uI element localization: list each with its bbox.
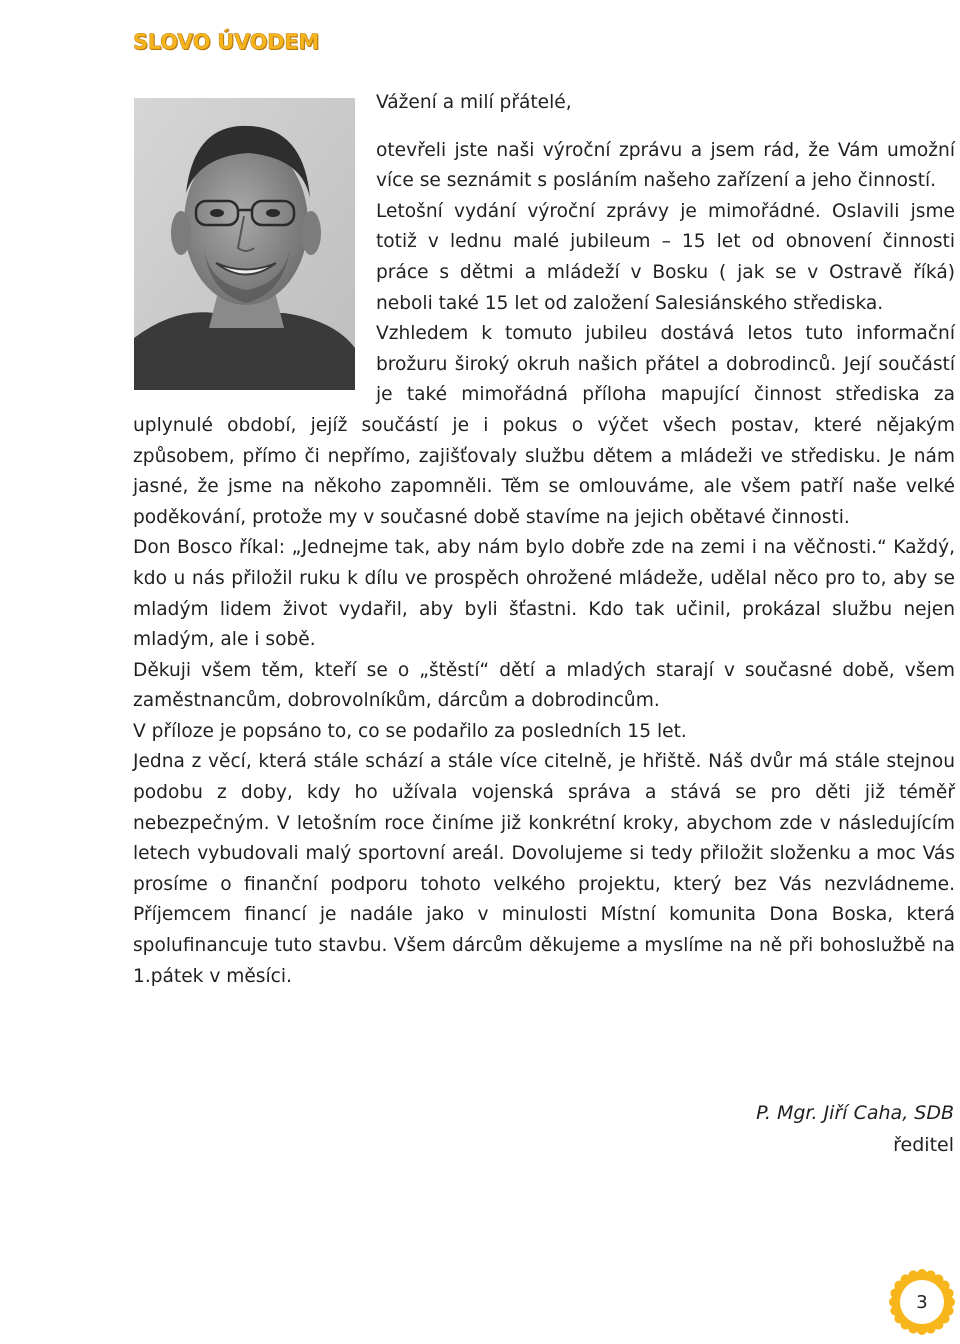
page-number-badge [887, 1267, 957, 1337]
letter-body [133, 88, 955, 992]
paragraph: Vzhledem k tomuto jubileu dostává letos tuto informační brožuru široký okruh našich přátel a dobrodinců. Její součástí je také mimořádná příloha mapující činnost střediska za uplynulé období, jejíž součástí je i pokus o výčet všech postav, které nějakým způsobem, přímo či nepřímo, zajišťovaly službu dětem a mládeži ve středisku. Je nám jasné, že jsme na někoho zapomněli. Těm se omlouváme, ale všem patří naše velké poděkování, protože my v současné době stavíme na jejich obětavé činnosti. [133, 323, 955, 528]
paragraph: V příloze je popsáno to, co se podařilo za posledních 15 let. [133, 720, 687, 742]
photo-text-wrap [133, 88, 376, 388]
paragraph: Děkuji všem těm, kteří se o „štěstí“ dětí a mladých starají v současné době, všem zaměstnancům, dobrovolníkům, dárcům a dobrodincům. [133, 659, 955, 712]
signature-name: P. Mgr. Jiří Caha, SDB [756, 1102, 954, 1124]
paragraph: Don Bosco říkal: „Jednejme tak, aby nám bylo dobře zde na zemi i na věčnosti.“ Každý, kdo u nás přiložil ruku k dílu ve prospěch ohrožené mládeže, udělal něco pro to, aby se mladým lidem život vydařil, aby byli šťastni. Kdo tak učinil, prokázal službu nejen mladým, ale i sobě. [133, 537, 955, 651]
paragraph: otevřeli jste naši výroční zprávu a jsem rád, že Vám umožní více se seznámit s posláním našeho zařízení a jeho činností. [376, 139, 955, 192]
page-heading: SLOVO ÚVODEM [133, 30, 319, 54]
page-number: 3 [916, 1291, 928, 1313]
paragraph: Letošní vydání výroční zprávy je mimořádné. Oslavili jsme totiž v lednu malé jubileum – 15 let od obnovení činnosti práce s dětmi a mládeží v Bosku ( jak se v Ostravě říká) neboli také 15 let od založení Salesiánského střediska. [376, 200, 955, 314]
greeting: Vážení a milí přátelé, [376, 92, 572, 113]
signature-role: ředitel [893, 1134, 954, 1156]
paragraph: Jedna z věcí, která stále schází a stále více citelně, je hřiště. Náš dvůr má stále stejnou podobu z doby, kdy ho užívala vojenská správa a stává se pro děti již téměř nebezpečným. V letošním roce činíme již konkrétní kroky, abychom zde v následujícím letech vybudovali malý sportovní areál. Dovolujeme si tedy přiložit složenku a moc Vás prosíme o finanční podporu tohoto velkého projektu, který bez Vás nezvládneme. Příjemcem financí je nadále jako v minulosti Místní komunita Dona Boska, která spolufinancuje tuto stavbu. Všem dárcům děkujeme a myslíme na ně při bohoslužbě na 1.pátek v měsíci. [133, 751, 955, 987]
signature [756, 1097, 954, 1161]
